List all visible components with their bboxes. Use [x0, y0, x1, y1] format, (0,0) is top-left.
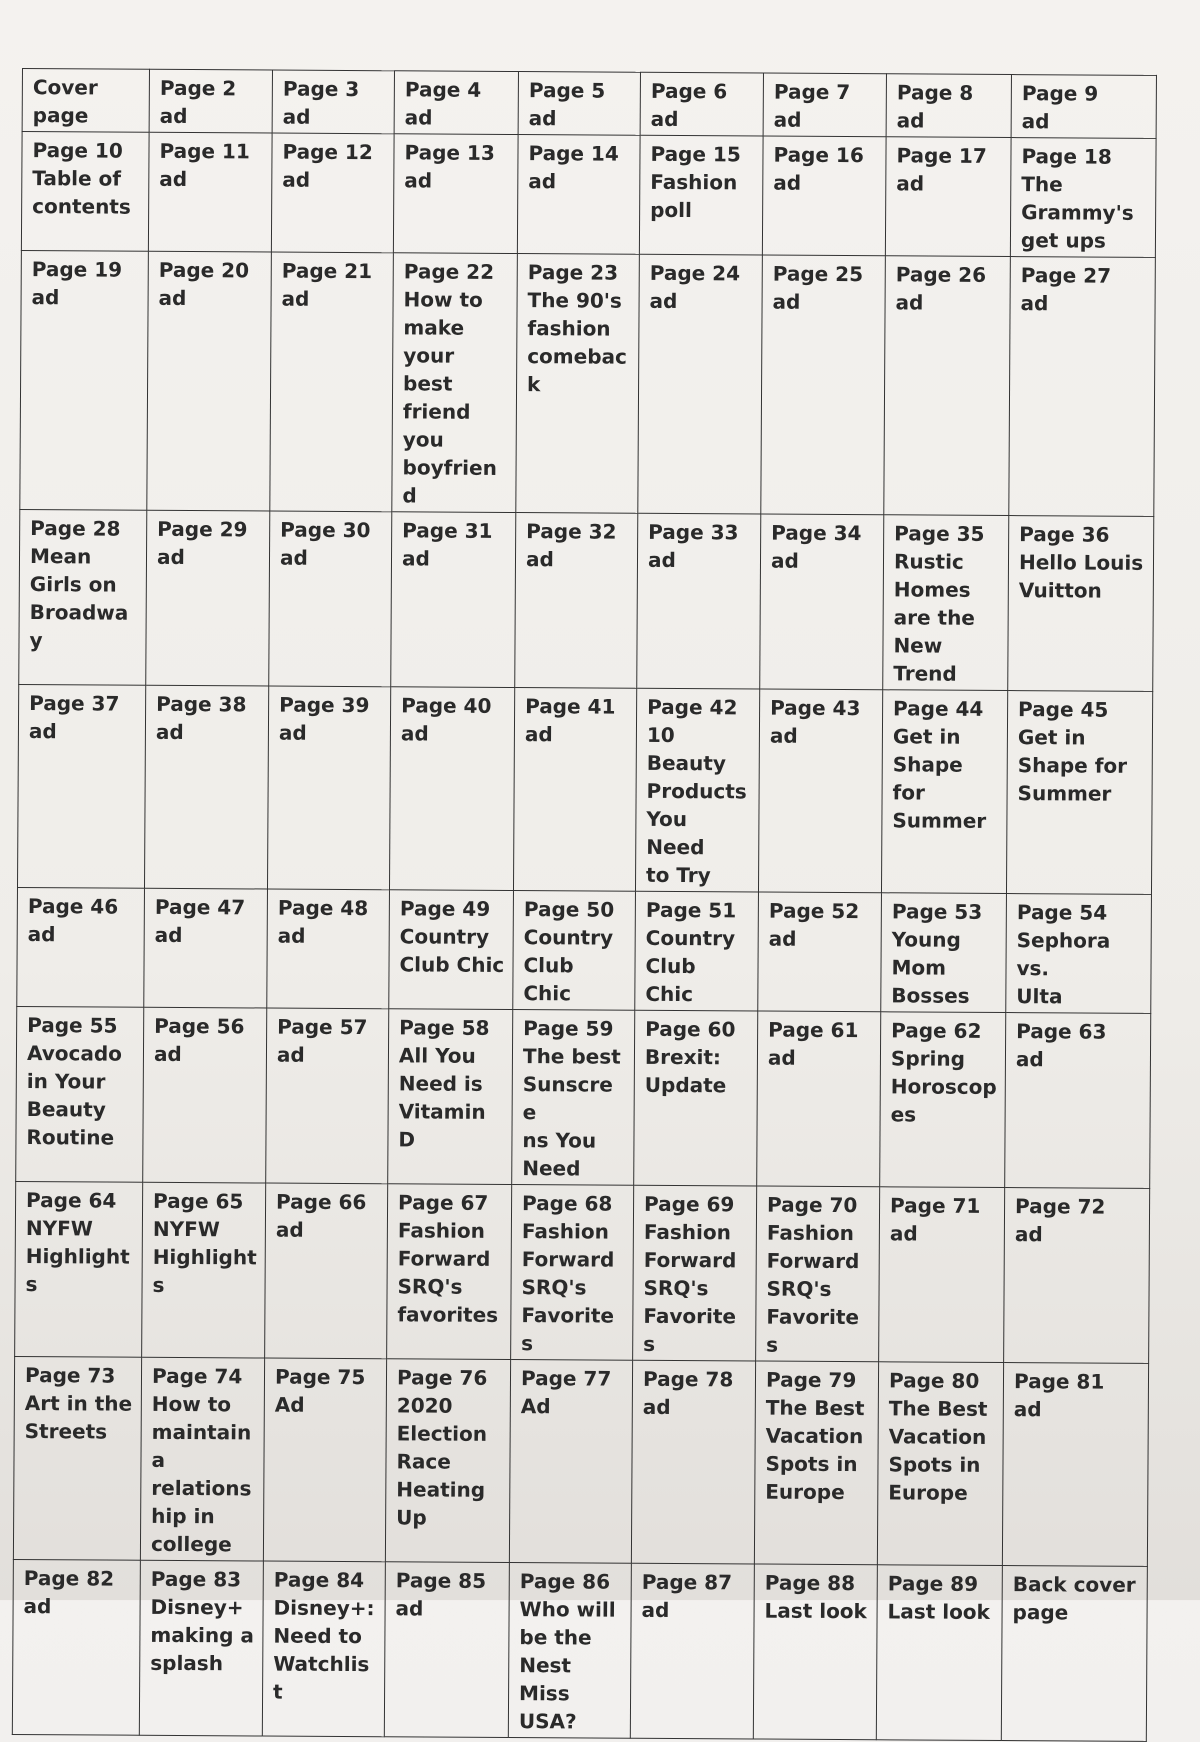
- ladder-cell: [387, 1184, 512, 1360]
- cell-label: Page 32 ad: [525, 519, 617, 572]
- ladder-row: [20, 250, 1156, 516]
- ladder-cell: [1002, 1363, 1148, 1567]
- cell-label: Page 13 ad: [404, 140, 495, 193]
- magazine-page-ladder: [12, 68, 1157, 1742]
- cell-label: Page 65 NYFW Highlight s: [152, 1188, 257, 1297]
- ladder-cell: [140, 1357, 264, 1561]
- cell-label: Page 84 Disney+: Need to Watchlist: [273, 1567, 375, 1704]
- cell-label: Page 14 ad: [528, 141, 619, 194]
- ladder-cell: [266, 1008, 389, 1184]
- cell-label: Page 66 ad: [275, 1189, 367, 1242]
- ladder-cell: [1006, 894, 1152, 1014]
- cell-label: Page 52 ad: [768, 898, 860, 951]
- ladder-cell: [513, 891, 636, 1011]
- cell-label: Page 81 ad: [1013, 1369, 1105, 1422]
- ladder-cell: [144, 888, 268, 1008]
- cell-label: Page 49 Country Club Chic: [399, 896, 505, 977]
- cell-label: Page 28 Mean Girls on Broadwa y: [29, 516, 129, 653]
- cell-label: Page 63 ad: [1015, 1019, 1107, 1072]
- ladder-cell: [879, 1187, 1005, 1363]
- cell-label: Page 44 Get in Shape for Summer: [892, 696, 987, 833]
- ladder-cell: [384, 1562, 509, 1738]
- cell-label: Page 37 ad: [28, 691, 120, 744]
- ladder-cell: [876, 1565, 1002, 1741]
- cell-label: Page 56 ad: [153, 1013, 245, 1066]
- cell-label: Page 27 ad: [1020, 263, 1112, 316]
- cell-label: Page 73 Art in the Streets: [24, 1363, 133, 1444]
- ladder-cell: [881, 893, 1007, 1013]
- ladder-cell: [512, 1010, 635, 1186]
- ladder-cell: [758, 892, 882, 1012]
- cell-label: Page 5 ad: [528, 78, 606, 131]
- ladder-cell: [509, 1360, 632, 1564]
- cell-label: Page 70 Fashion Forward SRQ's Favorites: [766, 1192, 860, 1357]
- cell-label: Page 16 ad: [773, 142, 864, 195]
- cell-label: Page 12 ad: [282, 139, 373, 192]
- ladder-cell: [149, 69, 272, 133]
- ladder-cell: [267, 889, 390, 1009]
- ladder-cell: [760, 514, 884, 690]
- ladder-body: [12, 69, 1156, 1742]
- cell-label: Page 51 Country Club Chic: [645, 897, 737, 1007]
- ladder-cell: [12, 1559, 140, 1735]
- ladder-cell: [15, 1181, 143, 1357]
- ladder-cell: [265, 1183, 388, 1359]
- ladder-cell: [391, 512, 516, 688]
- ladder-cell: [385, 1359, 510, 1563]
- cell-label: Page 77 Ad: [520, 1366, 612, 1419]
- cell-label: Page 36 Hello Louis Vuitton: [1018, 522, 1144, 603]
- cell-label: Page 72 ad: [1014, 1194, 1106, 1247]
- ladder-row: [15, 1181, 1150, 1363]
- ladder-cell: [143, 1007, 267, 1183]
- ladder-cell: [877, 1362, 1003, 1566]
- ladder-cell: [17, 887, 145, 1007]
- cell-label: Page 24 ad: [649, 260, 741, 314]
- cell-label: Page 57 ad: [276, 1014, 368, 1067]
- cell-label: Page 19 ad: [31, 257, 123, 310]
- ladder-cell: [754, 1361, 878, 1565]
- cell-label: Page 62 Spring Horoscop es: [890, 1018, 997, 1127]
- ladder-row: [17, 684, 1152, 894]
- cell-label: Page 20 ad: [158, 257, 250, 311]
- ladder-cell: [886, 74, 1011, 138]
- cell-label: Page 80 The Best Vacation Spots in Europe: [888, 1368, 988, 1505]
- cell-label: Page 42 10 Beauty Products You Need to Try: [646, 694, 747, 888]
- cell-label: Page 34 ad: [770, 520, 862, 573]
- cell-label: Page 45 Get in Shape for Summer: [1017, 697, 1128, 806]
- ladder-cell: [17, 684, 145, 888]
- ladder-cell: [757, 1011, 881, 1187]
- ladder-cell: [147, 251, 272, 511]
- cell-label: Page 35 Rustic Homes are the New Trend: [893, 521, 985, 686]
- cell-label: Page 30 ad: [279, 517, 371, 570]
- cell-label: Page 11 ad: [159, 138, 250, 192]
- cell-label: Page 9 ad: [1021, 81, 1099, 134]
- ladder-row: [19, 509, 1154, 691]
- cell-label: Page 67 Fashion Forward SRQ's favorites: [397, 1190, 499, 1327]
- ladder-cell: [269, 511, 392, 687]
- ladder-cell: [631, 1360, 755, 1564]
- ladder-cell: [516, 254, 640, 514]
- cell-label: Page 82 ad: [23, 1566, 115, 1619]
- ladder-cell: [272, 70, 394, 134]
- ladder-cell: [762, 136, 886, 256]
- cell-label: Page 59 The best Sunscree ns You Need: [522, 1016, 621, 1181]
- ladder-cell: [508, 1563, 631, 1739]
- ladder-cell: [394, 71, 518, 135]
- ladder-row: [13, 1356, 1148, 1566]
- cell-label: Page 69 Fashion Forward SRQ's Favorites: [643, 1191, 737, 1356]
- cell-label: Page 85 ad: [395, 1568, 487, 1621]
- cell-label: Page 15 Fashion poll: [650, 141, 741, 223]
- cell-label: Page 64 NYFW Highlight s: [25, 1188, 130, 1297]
- ladder-cell: [392, 253, 518, 513]
- cell-label: Page 54 Sephora vs. Ulta: [1016, 900, 1111, 1009]
- ladder-cell: [763, 73, 886, 137]
- cell-label: Page 8 ad: [896, 80, 974, 133]
- ladder-cell: [885, 137, 1011, 257]
- ladder-cell: [511, 1185, 634, 1361]
- ladder-cell: [518, 72, 640, 136]
- ladder-cell: [517, 135, 640, 255]
- cell-label: Page 40 ad: [400, 693, 492, 746]
- ladder-cell: [146, 510, 270, 686]
- ladder-cell: [271, 133, 394, 253]
- cell-label: Page 38 ad: [155, 691, 247, 745]
- cell-label: Page 58 All You Need is Vitamin D: [398, 1015, 490, 1152]
- cell-label: Page 4 ad: [404, 77, 482, 130]
- cell-label: Page 83 Disney+ making a splash: [150, 1566, 255, 1676]
- cell-label: Page 26 ad: [895, 262, 987, 315]
- ladder-cell: [638, 254, 763, 514]
- cell-label: Page 78 ad: [642, 1366, 734, 1419]
- ladder-row: [16, 1006, 1151, 1188]
- cell-label: Page 71 ad: [889, 1193, 981, 1246]
- cell-label: Page 7 ad: [773, 79, 851, 132]
- ladder-cell: [1011, 75, 1156, 139]
- ladder-cell: [884, 256, 1011, 516]
- ladder-cell: [20, 250, 149, 510]
- ladder-cell: [635, 891, 759, 1011]
- ladder-cell: [634, 1010, 758, 1186]
- cell-label: Page 60 Brexit: Update: [644, 1016, 736, 1098]
- ladder-cell: [1001, 1566, 1147, 1742]
- ladder-cell: [19, 509, 147, 685]
- ladder-cell: [393, 134, 518, 254]
- ladder-cell: [881, 690, 1007, 894]
- ladder-cell: [1010, 138, 1156, 258]
- ladder-cell: [262, 1561, 385, 1737]
- cell-label: Page 87 ad: [641, 1569, 733, 1622]
- ladder-row: [21, 132, 1156, 258]
- ladder-cell: [1009, 257, 1156, 517]
- ladder-cell: [1006, 691, 1152, 895]
- ladder-cell: [753, 1564, 877, 1740]
- ladder-cell: [270, 252, 394, 512]
- ladder-cell: [639, 135, 763, 255]
- cell-label: Page 88 Last look: [764, 1570, 867, 1624]
- ladder-cell: [16, 1006, 144, 1182]
- cell-label: Page 33 ad: [647, 519, 739, 573]
- ladder-cell: [761, 255, 886, 515]
- ladder-cell: [267, 686, 390, 890]
- ladder-cell: [880, 1012, 1006, 1188]
- cell-label: Page 23 The 90's fashion comebac k: [527, 260, 627, 397]
- cell-label: Page 47 ad: [154, 894, 246, 947]
- cell-label: Page 43 ad: [769, 695, 861, 748]
- cell-label: Page 17 ad: [896, 143, 987, 196]
- cell-label: Back cover page: [1012, 1572, 1136, 1625]
- cell-label: Page 61 ad: [767, 1017, 859, 1070]
- ladder-cell: [633, 1185, 757, 1361]
- ladder-row: [22, 69, 1156, 139]
- cell-label: Page 50 Country Club Chic: [523, 897, 615, 1006]
- cell-label: Page 2 ad: [159, 75, 237, 129]
- cell-label: Page 53 Young Mom Bosses: [891, 899, 983, 1008]
- ladder-cell: [1008, 516, 1154, 692]
- ladder-cell: [630, 1563, 754, 1739]
- ladder-row: [12, 1559, 1147, 1741]
- cell-label: Page 79 The Best Vacation Spots in Europe: [765, 1367, 865, 1505]
- ladder-cell: [388, 1009, 513, 1185]
- cell-label: Page 86 Who will be the Nest Miss USA?: [518, 1569, 616, 1734]
- cell-label: Page 41 ad: [524, 694, 616, 747]
- ladder-cell: [144, 685, 268, 889]
- cell-label: Page 6 ad: [650, 78, 728, 132]
- ladder-cell: [640, 72, 763, 136]
- cell-label: Page 25 ad: [772, 261, 864, 314]
- cell-label: Page 21 ad: [281, 258, 373, 311]
- cell-label: Page 10 Table of contents: [32, 138, 131, 219]
- ladder-row: [17, 887, 1152, 1013]
- cell-label: Page 75 Ad: [274, 1364, 366, 1417]
- cell-label: Page 39 ad: [278, 692, 370, 745]
- cell-label: Page 22 How to make your best friend you boyfriend: [402, 259, 497, 508]
- cell-label: Page 18 The Grammy's get ups: [1020, 144, 1134, 253]
- ladder-cell: [756, 1186, 880, 1362]
- ladder-cell: [389, 687, 514, 891]
- ladder-cell: [148, 132, 272, 252]
- ladder-cell: [21, 132, 149, 252]
- cell-label: Page 74 How to maintain a relations hip in college: [150, 1363, 252, 1557]
- cell-label: Page 29 ad: [156, 516, 248, 570]
- cell-label: Page 31 ad: [401, 518, 493, 571]
- ladder-cell: [13, 1356, 141, 1560]
- ladder-cell: [142, 1182, 266, 1358]
- cell-label: Page 3 ad: [282, 76, 360, 129]
- ladder-cell: [22, 69, 149, 133]
- cell-label: Page 76 2020 Election Race Heating Up: [396, 1365, 488, 1530]
- cell-label: Page 46 ad: [27, 894, 119, 947]
- ladder-cell: [515, 513, 638, 689]
- ladder-cell: [1005, 1013, 1151, 1189]
- cell-label: Cover page: [32, 75, 98, 128]
- ladder-cell: [513, 688, 636, 892]
- ladder-cell: [758, 689, 882, 893]
- cell-label: Page 55 Avocado in Your Beauty Routine: [26, 1013, 123, 1150]
- ladder-cell: [883, 515, 1009, 691]
- ladder-cell: [139, 1560, 263, 1736]
- ladder-cell: [635, 688, 759, 892]
- cell-label: Page 89 Last look: [887, 1571, 990, 1624]
- ladder-cell: [263, 1358, 386, 1562]
- cell-label: Page 68 Fashion Forward SRQ's Favorites: [521, 1191, 615, 1356]
- cell-label: Page 48 ad: [277, 895, 369, 948]
- ladder-cell: [389, 890, 514, 1010]
- ladder-cell: [637, 513, 761, 689]
- ladder-cell: [1004, 1188, 1150, 1364]
